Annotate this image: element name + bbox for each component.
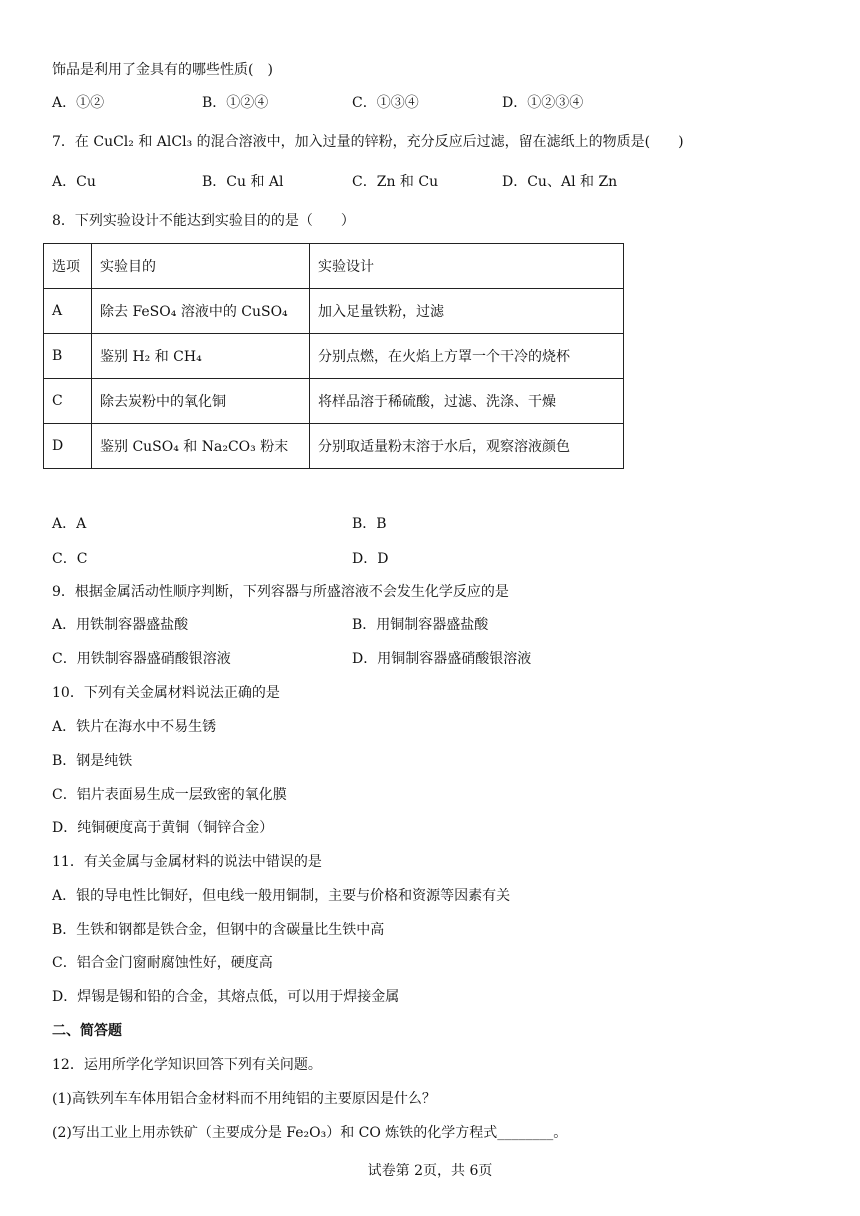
table-cell: B xyxy=(44,334,92,379)
q12-stem: 12．运用所学化学知识回答下列有关问题。 xyxy=(52,1057,322,1073)
q6-option-b: B．①②④ xyxy=(202,95,269,111)
q8-stem: 8．下列实验设计不能达到实验目的的是（ ） xyxy=(52,213,355,229)
section-title: 二、简答题 xyxy=(52,1023,122,1039)
table-row xyxy=(44,289,624,334)
q11-option-c: C．铝合金门窗耐腐蚀性好，硬度高 xyxy=(52,955,273,971)
q7-stem: 7．在 CuCl₂ 和 AlCl₃ 的混合溶液中，加入过量的锌粉，充分反应后过滤，留在滤纸上的物质是( ) xyxy=(52,134,684,150)
q10-option-d: D．纯铜硬度高于黄铜（铜锌合金） xyxy=(52,820,274,836)
table-cell: 鉴别 CuSO₄ 和 Na₂CO₃ 粉末 xyxy=(92,424,310,469)
table-cell: 除去 FeSO₄ 溶液中的 CuSO₄ xyxy=(92,289,310,334)
q8-option-d: D．D xyxy=(352,551,389,567)
table-cell: 分别点燃，在火焰上方罩一个干冷的烧杯 xyxy=(310,334,624,379)
q12-part-1: (1)高铁列车车体用铝合金材料而不用纯铝的主要原因是什么？ xyxy=(52,1091,436,1107)
page-footer: 试卷第 2页，共 6页 xyxy=(367,1163,493,1179)
table-cell: A xyxy=(44,289,92,334)
q6-option-d: D．①②③④ xyxy=(502,95,584,111)
q6-option-a: A．①② xyxy=(52,95,105,111)
q12-part-2: (2)写出工业上用赤铁矿（主要成分是 Fe₂O₃）和 CO 炼铁的化学方程式________。 xyxy=(52,1125,568,1141)
q8-option-b: B．B xyxy=(352,516,387,532)
q6-option-c: C．①③④ xyxy=(352,95,419,111)
q11-option-b: B．生铁和钢都是铁合金，但钢中的含碳量比生铁中高 xyxy=(52,922,385,938)
q11-option-d: D．焊锡是锡和铅的合金，其熔点低，可以用于焊接金属 xyxy=(52,989,400,1005)
experiment-table xyxy=(43,243,624,469)
q8-option-c: C．C xyxy=(52,551,88,567)
table-row xyxy=(44,424,624,469)
q10-option-c: C．铝片表面易生成一层致密的氧化膜 xyxy=(52,787,287,803)
q11-option-a: A．银的导电性比铜好，但电线一般用铜制，主要与价格和资源等因素有关 xyxy=(52,888,511,904)
table-cell: 加入足量铁粉，过滤 xyxy=(310,289,624,334)
table-header-cell: 实验设计 xyxy=(310,244,624,289)
q7-option-b: B．Cu 和 Al xyxy=(202,174,284,190)
q6-stem: 饰品是利用了金具有的哪些性质( ) xyxy=(52,62,273,78)
q7-option-d: D．Cu、Al 和 Zn xyxy=(502,174,618,190)
table-cell: 除去炭粉中的氧化铜 xyxy=(92,379,310,424)
q9-option-a: A．用铁制容器盛盐酸 xyxy=(52,617,189,633)
table-cell: 分别取适量粉末溶于水后，观察溶液颜色 xyxy=(310,424,624,469)
table-header-row xyxy=(44,244,624,289)
table-cell: C xyxy=(44,379,92,424)
q9-stem: 9．根据金属活动性顺序判断，下列容器与所盛溶液不会发生化学反应的是 xyxy=(52,584,509,600)
table-header-cell: 实验目的 xyxy=(92,244,310,289)
q8-option-a: A．A xyxy=(52,516,87,532)
q7-option-a: A．Cu xyxy=(52,174,96,190)
q10-option-a: A．铁片在海水中不易生锈 xyxy=(52,719,217,735)
q9-option-d: D．用铜制容器盛硝酸银溶液 xyxy=(352,651,532,667)
q9-option-b: B．用铜制容器盛盐酸 xyxy=(352,617,489,633)
q7-option-c: C．Zn 和 Cu xyxy=(352,174,439,190)
table-row xyxy=(44,334,624,379)
q9-option-c: C．用铁制容器盛硝酸银溶液 xyxy=(52,651,231,667)
table-header-cell: 选项 xyxy=(44,244,92,289)
q11-stem: 11．有关金属与金属材料的说法中错误的是 xyxy=(52,854,322,870)
table-cell: D xyxy=(44,424,92,469)
q10-stem: 10．下列有关金属材料说法正确的是 xyxy=(52,685,280,701)
table-row xyxy=(44,379,624,424)
table-cell: 将样品溶于稀硫酸，过滤、洗涤、干燥 xyxy=(310,379,624,424)
q10-option-b: B．钢是纯铁 xyxy=(52,753,133,769)
table-cell: 鉴别 H₂ 和 CH₄ xyxy=(92,334,310,379)
